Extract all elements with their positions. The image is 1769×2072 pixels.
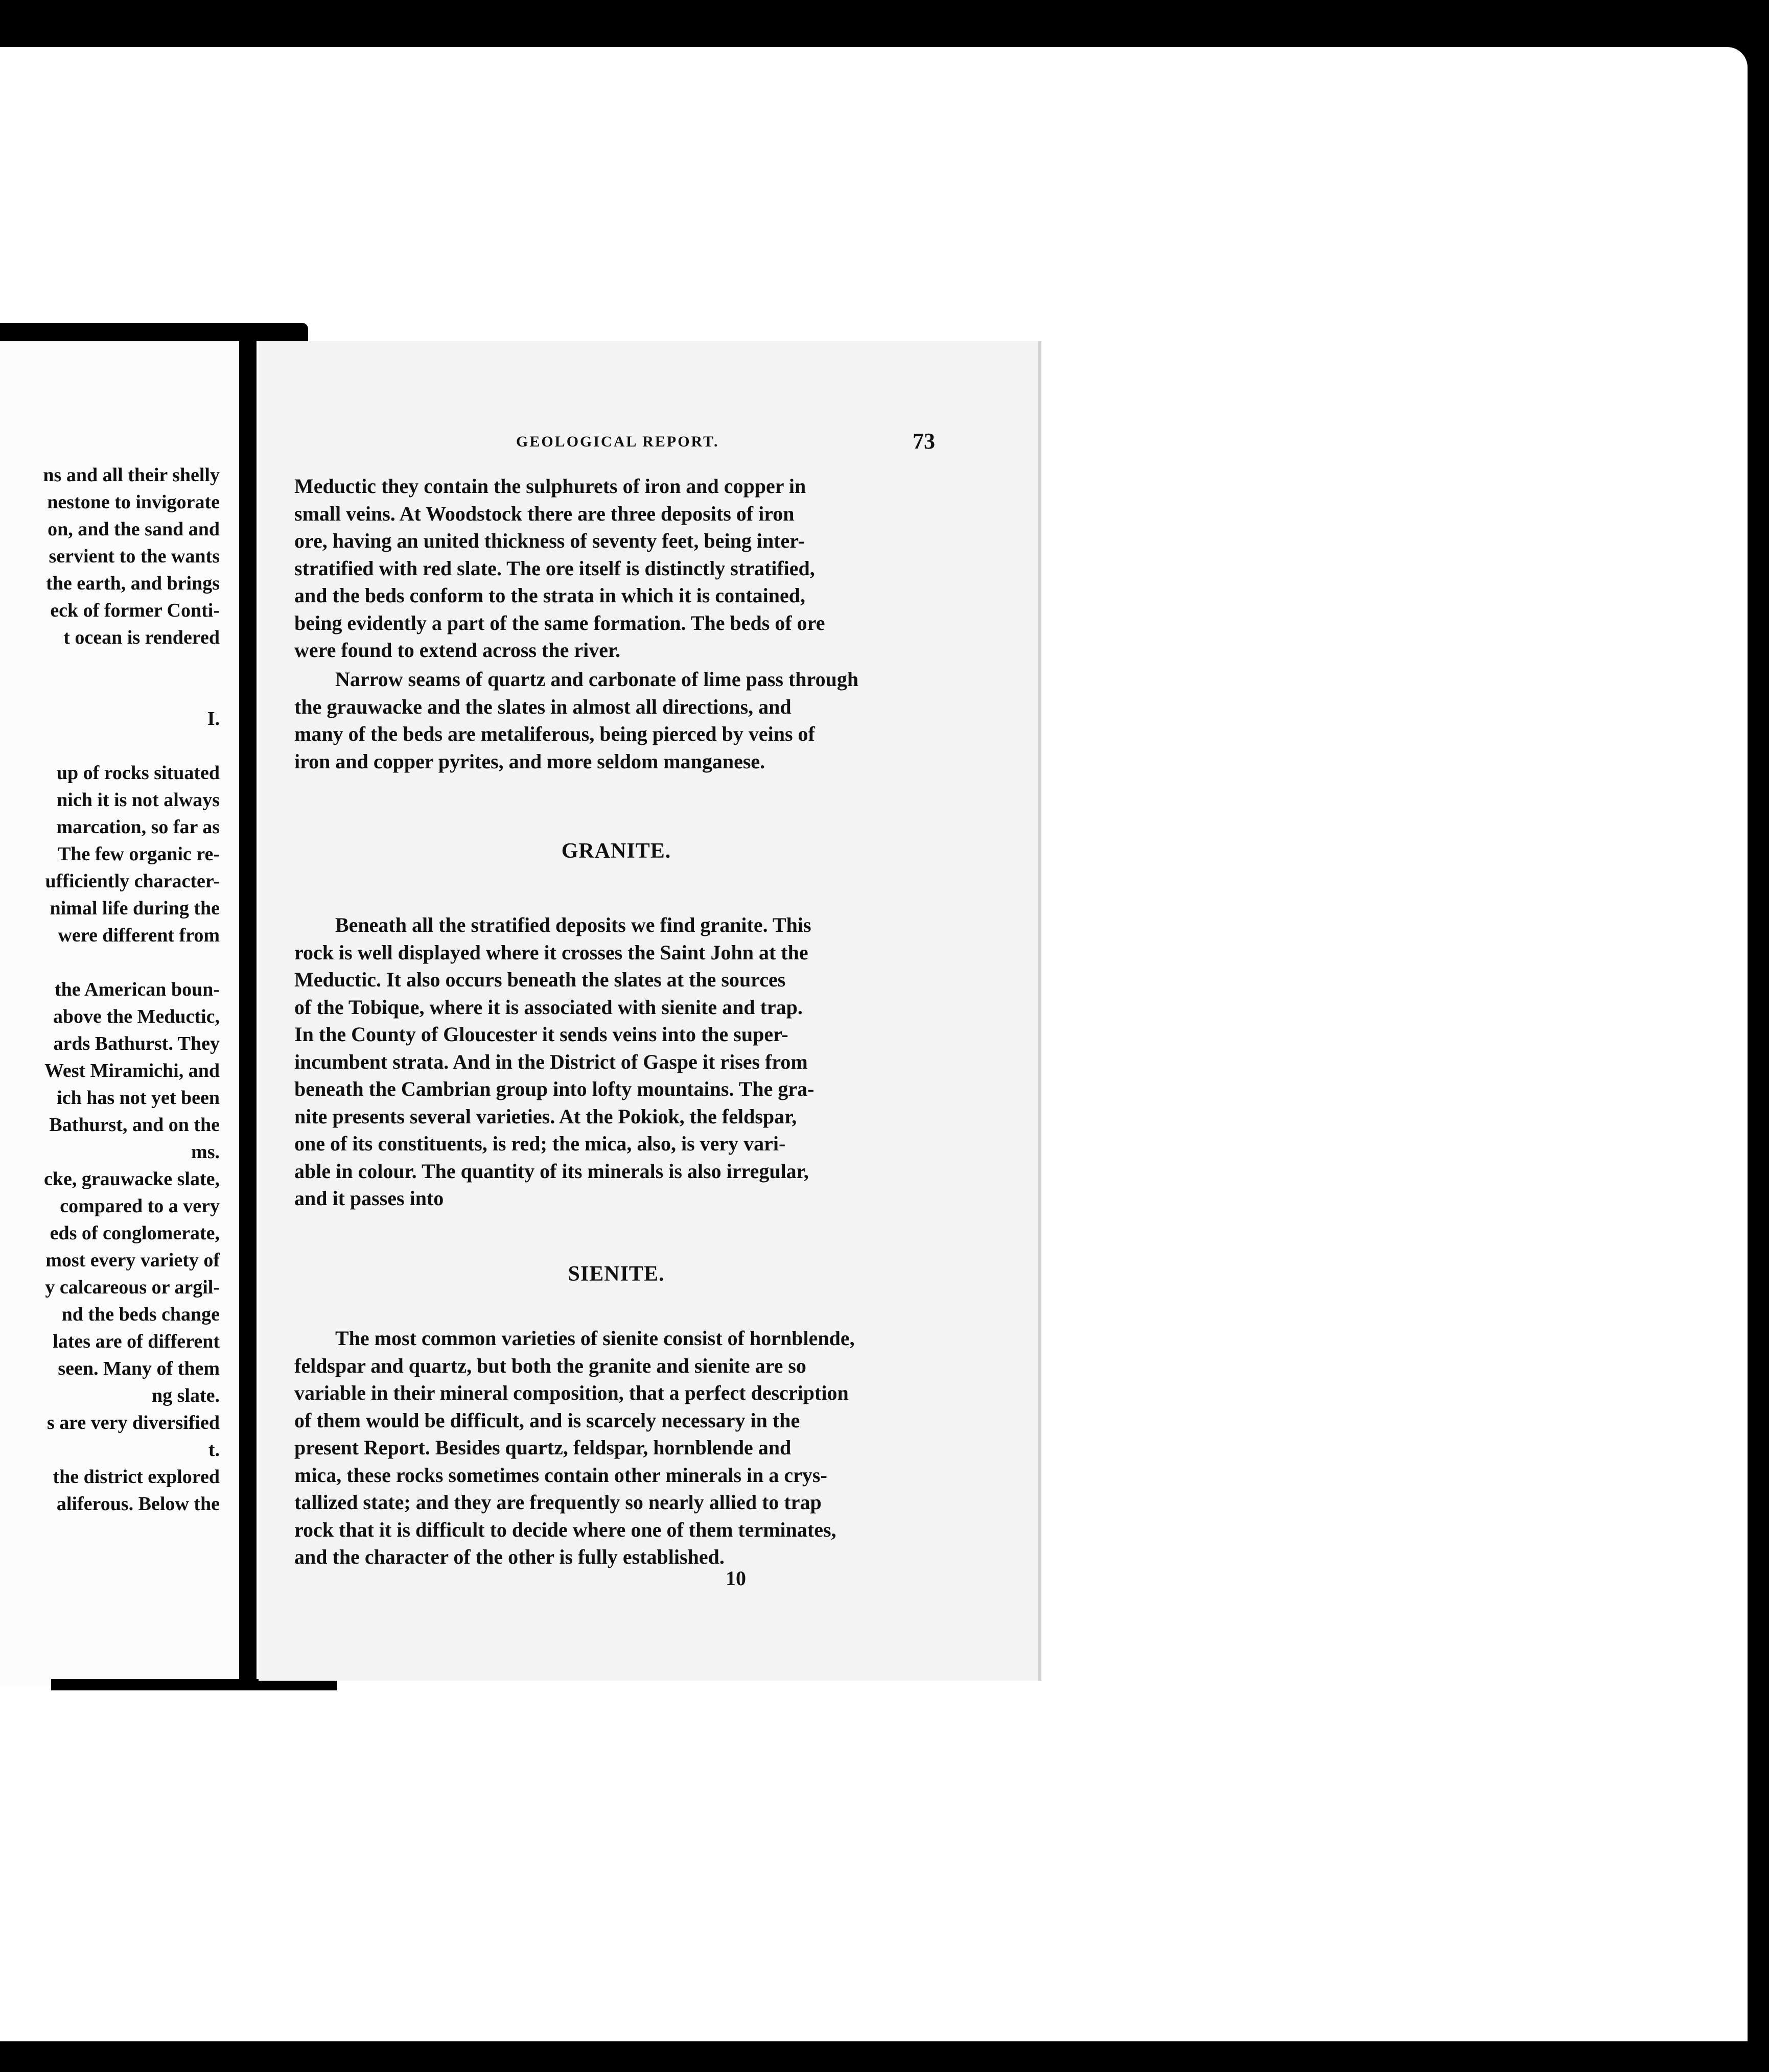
- left-page-line: nich it is not always: [57, 789, 220, 811]
- binding-gutter: [239, 337, 257, 1686]
- signature-mark: 10: [726, 1567, 746, 1590]
- left-page-bottom-rule: [51, 1679, 337, 1690]
- left-page-line: nimal life during the: [50, 898, 220, 919]
- left-page-line: marcation, so far as: [56, 816, 220, 838]
- text-line: and the beds conform to the strata in which it is contained,: [294, 584, 806, 607]
- text-line: Narrow seams of quartz and carbonate of lime pass through: [335, 668, 859, 691]
- left-page-line: lates are of different: [53, 1331, 220, 1352]
- left-page-line: Bathurst, and on the: [49, 1114, 220, 1136]
- heading-granite: GRANITE.: [561, 839, 671, 863]
- left-page-line: eds of conglomerate,: [50, 1222, 220, 1244]
- left-page-line: The few organic re-: [58, 843, 220, 865]
- left-page-line: seen. Many of them: [58, 1358, 220, 1379]
- film-frame-right: [1748, 0, 1769, 2072]
- left-page-line: nestone to invigorate: [47, 491, 220, 513]
- text-line: iron and copper pyrites, and more seldom manganese.: [294, 749, 765, 773]
- page-number: 73: [913, 429, 935, 454]
- paragraph-granite: [294, 911, 938, 1212]
- running-head: GEOLOGICAL REPORT.: [516, 433, 719, 450]
- paragraph-sienite: [294, 1325, 938, 1571]
- text-line: able in colour. The quantity of its minerals is also irregular,: [294, 1159, 809, 1183]
- text-line: of them would be difficult, and is scarcely necessary in the: [294, 1408, 800, 1432]
- text-line: and the character of the other is fully established.: [294, 1545, 725, 1568]
- text-line: stratified with red slate. The ore itself is distinctly stratified,: [294, 556, 815, 580]
- text-line: The most common varieties of sienite consist of hornblende,: [335, 1327, 855, 1350]
- text-line: and it passes into: [294, 1187, 444, 1210]
- left-facing-page: [0, 337, 240, 1686]
- left-page-line: were different from: [58, 925, 220, 946]
- left-page-line: ards Bathurst. They: [53, 1033, 220, 1054]
- left-page-line: ich has not yet been: [57, 1087, 220, 1109]
- text-line: Meductic. It also occurs beneath the slates at the sources: [294, 968, 786, 991]
- left-page-line: eck of former Conti-: [50, 600, 220, 621]
- text-line: rock is well displayed where it crosses the Saint John at the: [294, 940, 808, 964]
- left-page-line: ng slate.: [152, 1385, 220, 1406]
- left-page-line: t ocean is rendered: [63, 627, 220, 648]
- left-page-line: I.: [207, 708, 220, 729]
- text-line: one of its constituents, is red; the mica, also, is very vari-: [294, 1132, 786, 1155]
- text-line: the grauwacke and the slates in almost all directions, and: [294, 695, 792, 718]
- text-line: nite presents several varieties. At the Pokiok, the feldspar,: [294, 1104, 797, 1128]
- text-line: feldspar and quartz, but both the granite and sienite are so: [294, 1354, 806, 1377]
- text-line: Beneath all the stratified deposits we find granite. This: [335, 913, 811, 936]
- left-page-line: y calcareous or argil-: [45, 1277, 220, 1298]
- left-page-line: servient to the wants: [49, 546, 220, 567]
- left-page-line: most every variety of: [45, 1250, 220, 1271]
- left-page-line: ns and all their shelly: [43, 464, 220, 486]
- text-line: variable in their mineral composition, that a perfect description: [294, 1381, 849, 1404]
- text-line: Meductic they contain the sulphurets of iron and copper in: [294, 475, 806, 498]
- text-line: tallized state; and they are frequently so nearly allied to trap: [294, 1491, 822, 1514]
- film-frame-top: [0, 0, 1769, 47]
- left-page-line: ms.: [191, 1141, 220, 1163]
- text-line: present Report. Besides quartz, feldspar, hornblende and: [294, 1436, 792, 1459]
- text-line: ore, having an united thickness of seventy feet, being inter-: [294, 529, 805, 552]
- page-edge: [1038, 341, 1041, 1681]
- text-line: were found to extend across the river.: [294, 639, 621, 662]
- text-line: being evidently a part of the same formation. The beds of ore: [294, 611, 825, 634]
- left-page-line: aliferous. Below the: [56, 1493, 220, 1515]
- left-page-line: up of rocks situated: [56, 762, 220, 784]
- left-page-line: the district explored: [53, 1466, 220, 1488]
- left-page-line: above the Meductic,: [53, 1006, 220, 1027]
- left-page-line: the American boun-: [55, 979, 220, 1000]
- left-page-line: compared to a very: [60, 1195, 220, 1217]
- text-line: incumbent strata. And in the District of Gaspe it rises from: [294, 1050, 808, 1073]
- heading-sienite: SIENITE.: [568, 1262, 665, 1286]
- left-page-line: s are very diversified: [46, 1412, 220, 1433]
- left-page-line: nd the beds change: [61, 1304, 220, 1325]
- text-line: mica, these rocks sometimes contain other minerals in a crys-: [294, 1463, 827, 1487]
- text-line: beneath the Cambrian group into lofty mountains. The gra-: [294, 1077, 814, 1100]
- left-page-line: ufficiently character-: [45, 870, 220, 892]
- left-page-line: cke, grauwacke slate,: [43, 1168, 220, 1190]
- text-line: many of the beds are metaliferous, being pierced by veins of: [294, 722, 815, 745]
- text-line: In the County of Gloucester it sends veins into the super-: [294, 1023, 788, 1046]
- text-line: rock that it is difficult to decide where one of them terminates,: [294, 1518, 836, 1541]
- text-line: small veins. At Woodstock there are three deposits of iron: [294, 502, 795, 525]
- film-frame-bottom: [0, 2041, 1769, 2072]
- left-page-line: the earth, and brings: [46, 573, 220, 594]
- paragraph-iron-ore: [294, 473, 938, 664]
- left-page-line: on, and the sand and: [48, 519, 220, 540]
- left-page-top-rule: [0, 323, 308, 341]
- left-page-line: West Miramichi, and: [44, 1060, 220, 1081]
- paragraph-quartz-seams: [294, 666, 938, 775]
- text-line: of the Tobique, where it is associated with sienite and trap.: [294, 995, 803, 1019]
- left-page-line: t.: [208, 1439, 220, 1461]
